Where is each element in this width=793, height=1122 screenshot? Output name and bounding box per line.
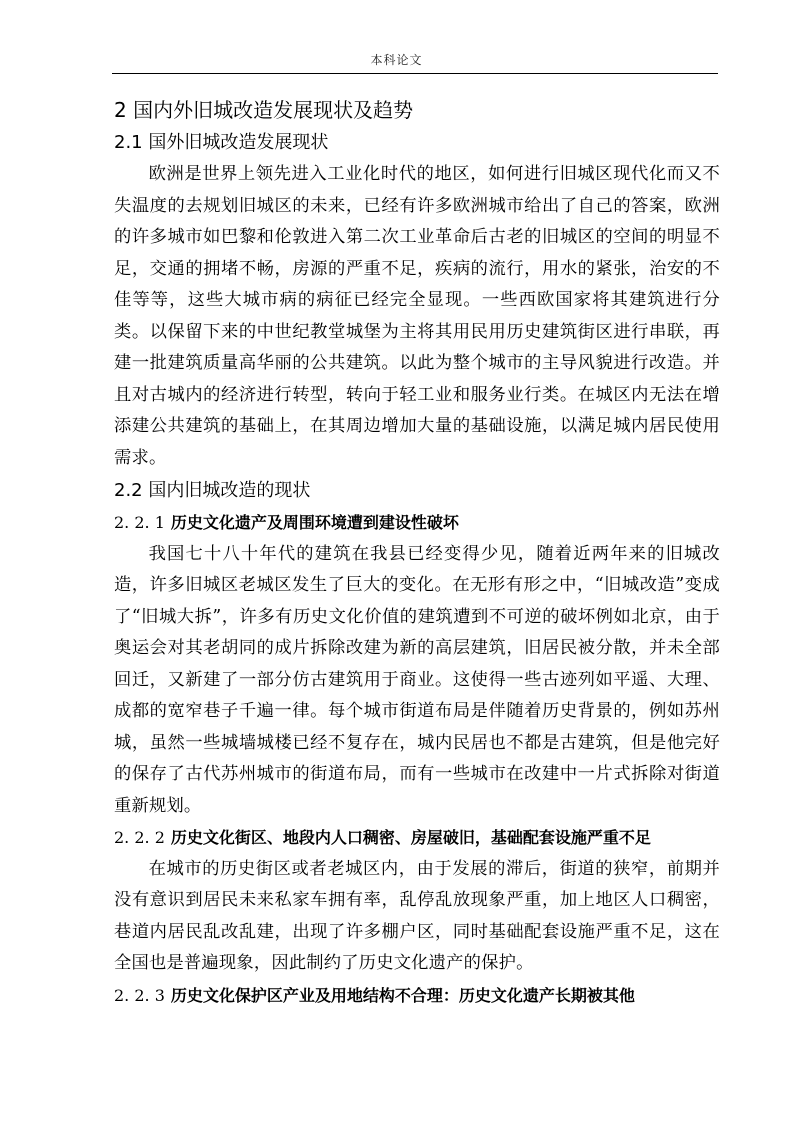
subsection-title: 历史文化保护区产业及用地结构不合理：历史文化遗产长期被其他	[170, 985, 635, 1005]
page-header: 本科论文	[370, 53, 423, 67]
paragraph-2-2-1: 我国七十八十年代的建筑在我县已经变得少见，随着近两年来的旧城改造，许多旧城区老城区发生了巨大的变化。在无形有形之中，“旧城改造”变成了“旧城大拆”，许多有历史文化价值的建筑遭到不可逆的破坏例如北京，由于奥运会对其老胡同的成片拆除改建为新的高层建筑，旧居民被分散，并未全部回迁，又新建了一部分仿古建筑用于商业。这使得一些古迹列如平遥、大理、成都的宽窄巷子千遍一律。每个城市街道布局是伴随着历史背景的，例如苏州城，虽然一些城墙城楼已经不复存在，城内民居也不都是古建筑，但是他完好的保存了古代苏州城市的街道布局，而有一些城市在改建中一片式拆除对街道重新规划。	[114, 543, 720, 816]
subsection-heading-2-2-2	[114, 822, 720, 854]
subsection-heading-2-2-3	[114, 980, 720, 1012]
section-heading-2-1: 2.1 国外旧城改造发展现状	[114, 132, 329, 153]
paragraph-2-1: 欧洲是世界上领先进入工业化时代的地区，如何进行旧城区现代化而又不失温度的去规划旧城区的未来，已经有许多欧洲城市给出了自己的答案，欧洲的许多城市如巴黎和伦敦进入第二次工业革命后古老的旧城区的空间的明显不足，交通的拥堵不畅，房源的严重不足，疾病的流行，用水的紧张，治安的不佳等等，这些大城市病的病征已经完全显现。一些西欧国家将其建筑进行分类。以保留下来的中世纪教堂城堡为主将其用民用历史建筑街区进行串联，再建一批建筑质量高华丽的公共建筑。以此为整个城市的主导风貌进行改造。并且对古城内的经济进行转型，转向于轻工业和服务业行类。在城区内无法在增添建公共建筑的基础上，在其周边增加大量的基础设施，以满足城内居民使用需求。	[114, 164, 720, 468]
section-heading-2-2: 2.2 国内旧城改造的现状	[114, 480, 311, 501]
subsection-title: 历史文化街区、地段内人口稠密、房屋破旧，基础配套设施严重不足	[170, 828, 651, 847]
header-divider	[112, 73, 718, 74]
subsection-title: 历史文化遗产及周围环境遭到建设性破坏	[170, 513, 459, 532]
subsection-number: 2. 2. 1	[114, 513, 165, 532]
chapter-heading: 2 国内外旧城改造发展现状及趋势	[114, 98, 414, 122]
paragraph-2-2-2: 在城市的历史街区或者老城区内，由于发展的滞后，街道的狭窄，前期并没有意识到居民未来私家车拥有率，乱停乱放现象严重，加上地区人口稠密，巷道内居民乱改乱建，出现了许多棚户区，同时基础配套设施严重不足，这在全国也是普遍现象，因此制约了历史文化遗产的保护。	[114, 858, 720, 973]
subsection-number: 2. 2. 3	[114, 985, 165, 1005]
document-body	[114, 94, 720, 1011]
subsection-heading-2-2-1	[114, 507, 720, 539]
subsection-number: 2. 2. 2	[114, 828, 165, 847]
